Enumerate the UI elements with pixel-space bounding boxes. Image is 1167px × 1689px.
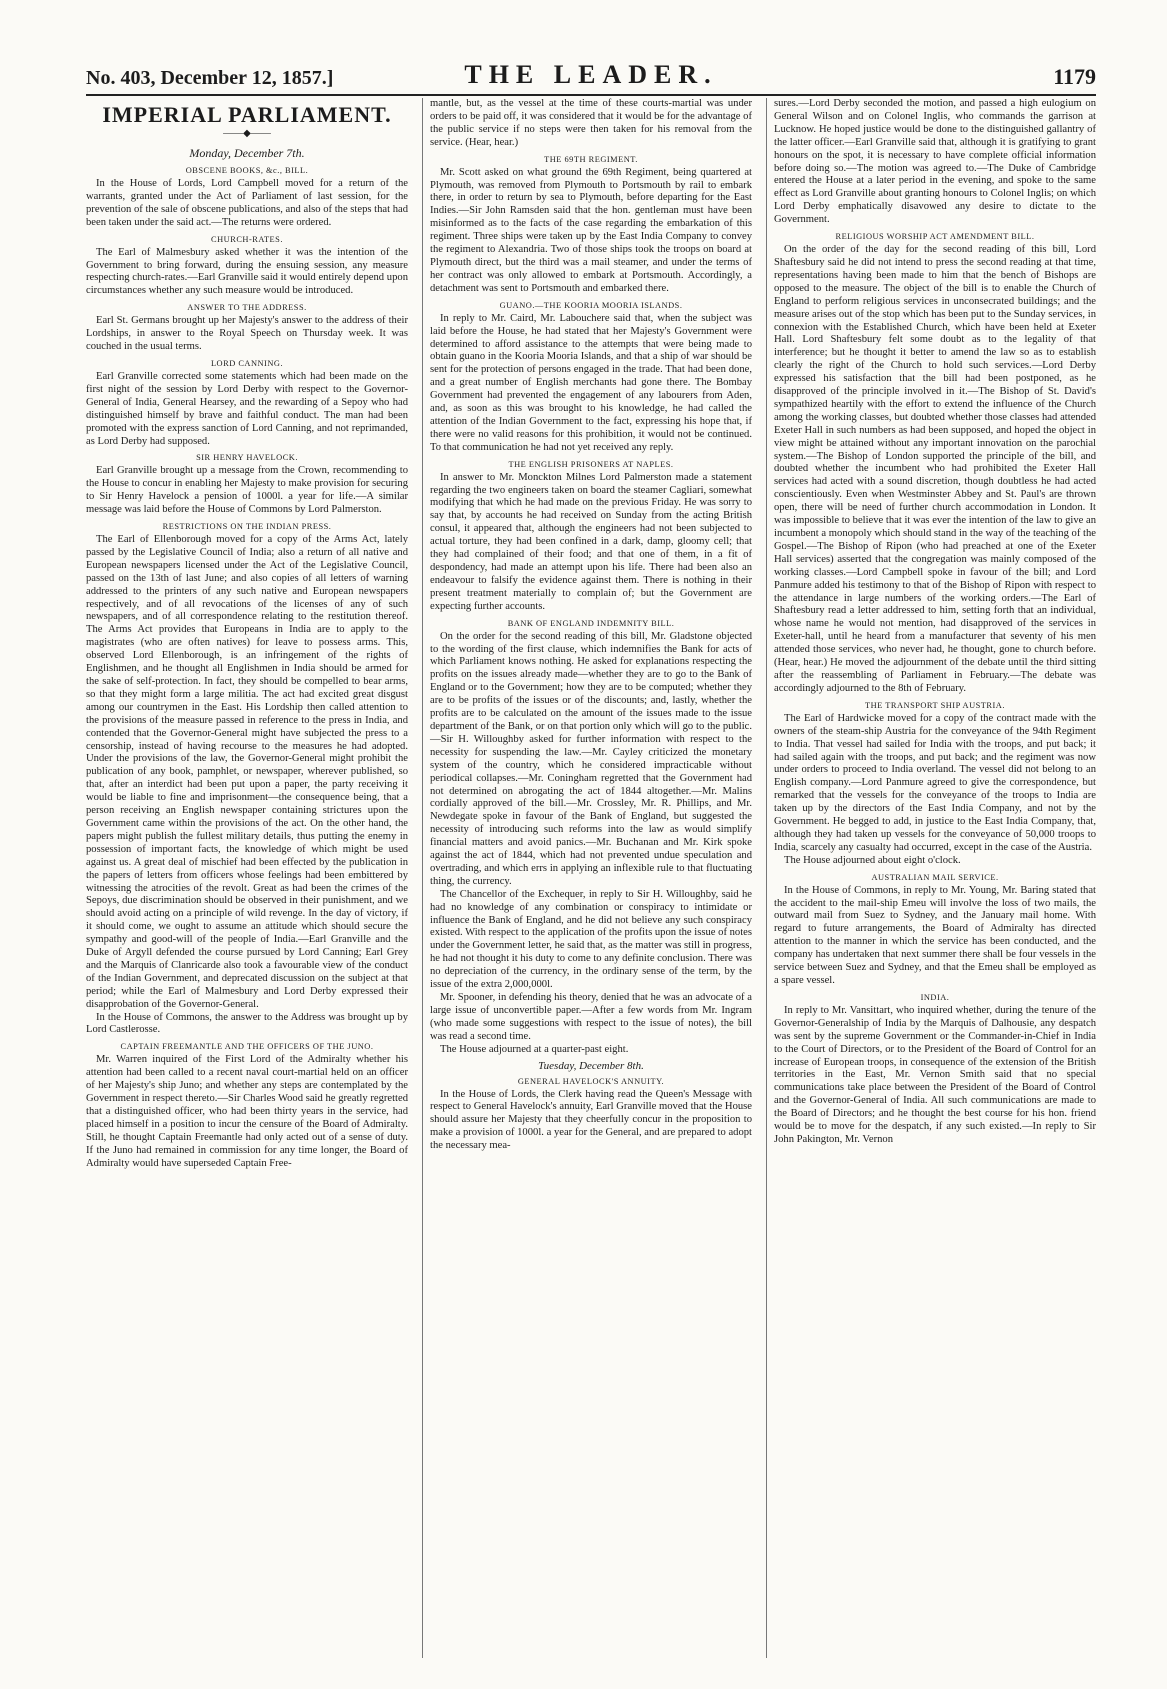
article-paragraph: In the House of Commons, the answer to the Address was brought up by Lord Castlerosse.	[86, 1011, 408, 1036]
article-title: GENERAL HAVELOCK'S ANNUITY.	[517, 1076, 665, 1086]
article-paragraph: In reply to Mr. Caird, Mr. Labouchere said that, when the subject was laid before the House, he had stated that her Majesty's Government were determined to afford assistance to the attempts that were being made to obtain guano in the Kooria Mooria Islands, and that a ship of war should be sent for the protection of persons engaged in the trade. That had been done, and a great number of English merchants had gone there. The Bombay Government had prevented the engagement of any labourers from Aden, and, as soon as this was brought to his knowledge, he had called the attention of the Indian Government to the fact, expressing his hope that, if there were no valid reasons for this prohibition, it would not be continued. To that communication he had not yet received any reply.	[430, 312, 752, 453]
article-title: OBSCENE BOOKS, &c., BILL.	[185, 166, 309, 175]
newspaper-title: THE LEADER.	[464, 60, 718, 89]
ornament-divider: ——◆——	[223, 128, 271, 139]
article-title: THE ENGLISH PRISONERS AT NAPLES.	[508, 459, 674, 469]
page-columns	[86, 98, 1096, 1658]
column-1	[86, 98, 408, 1658]
article-title: LORD CANNING.	[210, 358, 284, 368]
article-title: Tuesday, December 8th.	[538, 1059, 644, 1072]
article-paragraph: Mr. Warren inquired of the First Lord of the Admiralty whether his attention had been called to a recent naval court-martial held on an officer of her Majesty's ship Juno; and whether any steps are contemplated by the Government in respect thereto.—Sir Charles Wood said he greatly regretted that a distinguished officer, who had been thirty years in the service, had placed himself in a position to incur the censure of the Board of Admiralty. Still, he thought Captain Freemantle had only acted out of a sense of duty. If the Juno had remained in commission for any time longer, the Board of Admiralty would have superseded Captain Free-	[86, 1054, 408, 1169]
article-paragraph: The Chancellor of the Exchequer, in reply to Sir H. Willoughby, said he had no knowledge of any combination or conspiracy to intimidate or influence the Bank of England, and he did not believe any such conspiracy existed. With respect to the application of the profits upon the issue of notes under the Government letter, he said that, as the matter was still in progress, he had not thought it his duty to come to any definite conclusion. There was no depreciation of the currency, in the ordinary sense of the term, by the issue of the extra 2,000,000l.	[430, 888, 752, 991]
masthead	[86, 50, 1096, 96]
article-paragraph: In reply to Mr. Vansittart, who inquired whether, during the tenure of the Governor-Generalship of India by the Marquis of Dalhousie, any despatch was sent by the supreme Government or the Commander-in-Chief in India to the Court of Directors, or to the President of the Board of Control for an increase of European troops, in consequence of the extension of the British territories in the East, Mr. Vernon Smith said that no special communications take place between the President of the Board of Control and the Governor-General of India. All such communications are made to the Board of Directors; and he thought the best course for his hon. friend would be to move for the despatch, if any such existed.—In reply to Sir John Pakington, Mr. Vernon	[774, 1004, 1096, 1145]
article-title: RELIGIOUS WORSHIP ACT AMENDMENT BILL.	[835, 232, 1035, 242]
article-paragraph: Mr. Scott asked on what ground the 69th Regiment, being quartered at Plymouth, was removed from Plymouth to Portsmouth by rail to embark there, in order to return by sea to Plymouth, before departing for the East Indies.—Sir John Ramsden said that the hon. gentleman must have been misinformed as to the facts of the case regarding the embarkation of this regiment. Three ships were taken up by the East India Company to convey the regiment to Alexandria. Two of those ships took the troops on board at Plymouth direct, but the third was a mail steamer, and under the terms of her contract was only allowed to embark at Portsmouth. Accordingly, a detachment was sent to Portsmouth and embarked there.	[430, 166, 752, 294]
article-paragraph: In the House of Commons, in reply to Mr. Young, Mr. Baring stated that the accident to the mail-ship Emeu will involve the loss of two mails, the outward mail from Suez to Sydney, and the January mail home. With regard to future arrangements, the Board of Admiralty has directed attention to the manner in which the service has been conducted, and the company has undertaken that next summer there shall be four vessels in the service between Suez and Sydney, and that the Emeu shall be employed as a spare vessel.	[774, 884, 1096, 986]
article-paragraph: Mr. Spooner, in defending his theory, denied that he was an advocate of a large issue of unconvertible paper.—After a few words from Mr. Ingram (who made some suggestions with respect to the issue of notes), the bill was read a second time.	[430, 992, 752, 1042]
article-title: THE 69TH REGIMENT.	[544, 154, 638, 164]
article-title: AUSTRALIAN MAIL SERVICE.	[871, 872, 999, 882]
sitting-date: Monday, December 7th.	[189, 146, 305, 160]
article-paragraph: The House adjourned at a quarter-past eight.	[440, 1043, 629, 1055]
article-title: INDIA.	[920, 992, 950, 1002]
section-heading: IMPERIAL PARLIAMENT.	[102, 102, 392, 127]
article-paragraph: In answer to Mr. Monckton Milnes Lord Palmerston made a statement regarding the two engineers taken on board the steamer Cagliari, somewhat modifying that which he had made on the previous Friday. He was sorry to say that, by accounts he had received on Sunday from the acting British consul, it appeared that, although the engineers had not been subjected to actual torture, they had been confined in a dark, damp, gloomy cell; that they had complained of their food; and that one of them, in a fit of despondency, had made an attempt upon his life. There had been also an endeavour to falsify the evidence against them. There is nothing in their present treatment materially to complain of; but the Government are expecting further accounts.	[430, 471, 752, 612]
article-title: CHURCH-RATES.	[211, 234, 283, 244]
page-number: 1179	[1053, 64, 1096, 89]
article-paragraph: sures.—Lord Derby seconded the motion, and passed a high eulogium on General Wilson and on Colonel Inglis, who commands the garrison at Lucknow. He hoped justice would be done to the distinguished gallantry of the latter officer.—Earl Granville said that, although it is gratifying to grant honours on the spot, it is necessary to have complete official information before doing so.—The motion was agreed to.—The Duke of Cambridge entered the House at a later period in the evening, and spoke to the same effect as Lord Granville about granting honours to Colonel Inglis; on which Lord Derby emphatically disavowed any desire to dictate to the Government.	[774, 98, 1096, 226]
article-title: BANK OF ENGLAND INDEMNITY BILL.	[507, 618, 675, 628]
article-title: SIR HENRY HAVELOCK.	[196, 453, 298, 463]
article-title: GUANO.—THE KOORIA MOORIA ISLANDS.	[499, 300, 683, 310]
article-paragraph: The Earl of Hardwicke moved for a copy of the contract made with the owners of the steam-ship Austria for the conveyance of the 94th Regiment to India. That vessel had sailed for India with the troops, and put back; it had sailed again with the troops, and put back; and the regiment was now under orders to proceed to India overland. The vessel did not belong to an English company.—Lord Panmure agreed to give the correspondence, but remarked that the vessels for the conveyance of the troops to India are taken up by the directors of the East India Company, and not by the Government. He begged to add, in justice to the East India Company, that, although they had taken up vessels for the conveyance of 50,000 troops to India, scarcely any casualty had occurred, except in the case of the Austria.	[774, 712, 1096, 853]
article-title: RESTRICTIONS ON THE INDIAN PRESS.	[162, 522, 332, 532]
article-paragraph: In the House of Lords, Lord Campbell moved for a return of the warrants, granted under the Act of Parliament of last session, for the prevention of the sale of obscene publications, and also of the steps that had been taken under the said act.—The returns were ordered.	[86, 178, 408, 228]
article-paragraph: On the order of the day for the second reading of this bill, Lord Shaftesbury said he did not intend to press the second reading at that time, representations having been made to him that the bench of Bishops are opposed to the measure. The object of the bill is to enable the Church of England to perform religious services in unconsecrated buildings; and the measure arises out of the stop which has been put to the Sunday services, in connexion with the Established Church, which have been held at Exeter Hall. Lord Shaftesbury felt some doubt as to the legality of that interference; but he thought it better to amend the law so as to establish clearly the right of the Church to hold such services.—Lord Derby expressed his satisfaction that the bill had been postponed, as he disapproved of the principle involved in it.—The Bishop of St. David's sympathized heartily with the effort to extend the influence of the Church among the working classes, but doubted whether those classes had attended Exeter Hall in such numbers as had been supposed, and hoped the object in view might be attained without any important innovation on the parochial system.—The Bishop of London supported the principle of the bill, and doubted whether the incumbent who had prohibited the Exeter Hall services had acted with a sound discretion, though doubtless he had acted conscientiously. Even when Westminster Abbey and St. Paul's are thrown open, there will be need of further church accommodation in London. It was impossible to believe that it was ever the intention of the law to give an incumbent a monopoly which should stand in the way of the teaching of the Gospel.—The Bishop of Ripon (who had preached at one of the Exeter Hall services) asserted that the congregation was mainly composed of the working classes.—Lord Campbell spoke in favour of the bill; and Lord Panmure added his testimony to that of the Bishop of Ripon with respect to the attendance in large numbers of the working orders.—The Earl of Shaftesbury read a letter addressed to him, setting forth that an individual, whose name he would not mention, had disapproved of the services in Exeter-hall, until he heard from a manufacturer that seventy of his men attended those services, who never had, he thought, gone to church before. (Hear, hear.) He moved the adjournment of the debate until the third sitting after the reassembling of Parliament in February.—The debate was accordingly adjourned to the 8th of February.	[774, 244, 1096, 694]
article-paragraph: The House adjourned about eight o'clock.	[784, 854, 961, 866]
article-paragraph: On the order for the second reading of this bill, Mr. Gladstone objected to the wording of the first clause, which indemnifies the Bank for acts of which Parliament knows nothing. He asked for explanations respecting the profits on the issues already made—whether they are to go to the Bank of England or to the Government; how they are to be computed; whether they are to be profits of the issues or of the discounts; and, lastly, whether the profits are to be calculated on the amount of the issues made to the issue department of the Bank, or on that portion only which will go to the public.—Sir H. Willoughby asked for further information with respect to the necessity for suspending the law.—Mr. Cayley criticized the monetary system of the country, which he considered impracticable without periodical collapses.—Mr. Coningham regretted that the Government had not determined on abrogating the act of 1844 altogether.—Mr. Malins cordially approved of the bill.—Mr. Crossley, Mr. R. Phillips, and Mr. Newdegate spoke in favour of the Bank of England, but suggested the necessity of introducing such reforms into the law as would simplify financial matters and avoid panics.—Mr. Buchanan and Mr. Kirk spoke against the act of 1844, which had not prevented undue speculation and overtrading, and which errs in applying an inflexible rule to that fluctuating thing, the currency.	[430, 630, 752, 887]
article-paragraph: The Earl of Ellenborough moved for a copy of the Arms Act, lately passed by the Legislative Council of India; also a return of all native and European newspapers licensed under the Act of the Legislative Council, passed on the 13th of last June; and also copies of all letters of warning addressed to the printers of any such native and European newspapers respectively, and of all revocations of the licenses of any of such newspapers, and of all correspondence relating to the restitution thereof. The Arms Act provides that Europeans in India are to apply to the magistrates (who are often natives) for leave to possess arms. This, observed Lord Ellenborough, is an infringement of the rights of Englishmen, and he thought all Englishmen in India should be armed for the sake of self-protection. In fact, they should be compelled to bear arms, so that they might form a large militia. The act had excited great disgust among our countrymen in the East. His Lordship then called attention to the provisions of the measure passed in reference to the press in India, and contended that the Governor-General might have subjected the press to a censorship, instead of having recourse to the measures he had adopted. Under the provisions of the law, the Governor-General might prohibit the publication of any book, pamphlet, or newspaper, wherever published, so that, after an interdict had been put upon a paper, the party receiving it would be liable to fine and imprisonment—the consequence being, that a person receiving an English newspaper containing strictures upon the Government came within the provisions of the act. On the other hand, the papers might publish the fullest military details, thus putting the enemy in possession of important facts, the knowledge of which might be used against us. A great deal of mischief had been effected by the publication in the papers of letters from officers whose feelings had been embittered by witnessing the atrocities of the revolt. Great as had been the crimes of the Sepoys, due discrimination should be observed in their punishment, and we should avoid acting on a principle of wild revenge. In the day of victory, if it should come, we ought to assume an attitude which should secure the sympathy and good-will of the people of India.—Earl Granville and the Duke of Argyll defended the course pursued by Lord Canning; Earl Grey and the Marquis of Clanricarde also took a favourable view of the conduct of the Indian Government, and deprecated discussion on the subject at that period; while the Earl of Malmesbury and Lord Derby expressed their disapprobation of the Governor-General.	[86, 534, 408, 1010]
article-paragraph: Earl Granville brought up a message from the Crown, recommending to the House to concur in enabling her Majesty to make provision for securing to Sir Henry Havelock a pension of 1000l. a year for life.—A similar message was laid before the House of Commons by Lord Palmerston.	[86, 465, 408, 516]
article-title: CAPTAIN FREEMANTLE AND THE OFFICERS OF THE JUNO.	[120, 1042, 374, 1052]
column-2	[422, 98, 752, 1658]
article-paragraph: Earl Granville corrected some statements which had been made on the first night of the session by Lord Derby with respect to the Governor-General of India, General Hearsey, and the rewarding of a Sepoy who had distinguished himself by brave and faithful conduct. The man had been promoted with the express sanction of Lord Canning, and not reprimanded, as Lord Derby had supposed.	[86, 370, 408, 447]
article-paragraph: Earl St. Germans brought up her Majesty's answer to the address of their Lordships, in answer to the Royal Speech on Thursday week. It was couched in the usual terms.	[86, 315, 408, 353]
article-paragraph: The Earl of Malmesbury asked whether it was the intention of the Government to bring forward, during the ensuing session, any measure respecting church-rates.—Earl Granville said it would entirely depend upon circumstances whether any such measure would be introduced.	[86, 246, 408, 297]
article-title: ANSWER TO THE ADDRESS.	[187, 303, 307, 313]
article-paragraph: mantle, but, as the vessel at the time of these courts-martial was under orders to be paid off, it was considered that it would be for the advantage of the public service if no steps were then taken for his removal from the service. (Hear, hear.)	[430, 98, 752, 148]
column-3	[766, 98, 1096, 1658]
article-title: THE TRANSPORT SHIP AUSTRIA.	[865, 700, 1005, 710]
article-paragraph: In the House of Lords, the Clerk having read the Queen's Message with respect to General Havelock's annuity, Earl Granville moved that the House should assure her Majesty that they cheerfully concur in the proposition to make a provision of 1000l. a year for the General, and are prepared to adopt the necessary mea-	[430, 1088, 752, 1152]
issue-line: No. 403, December 12, 1857.]	[86, 67, 334, 89]
